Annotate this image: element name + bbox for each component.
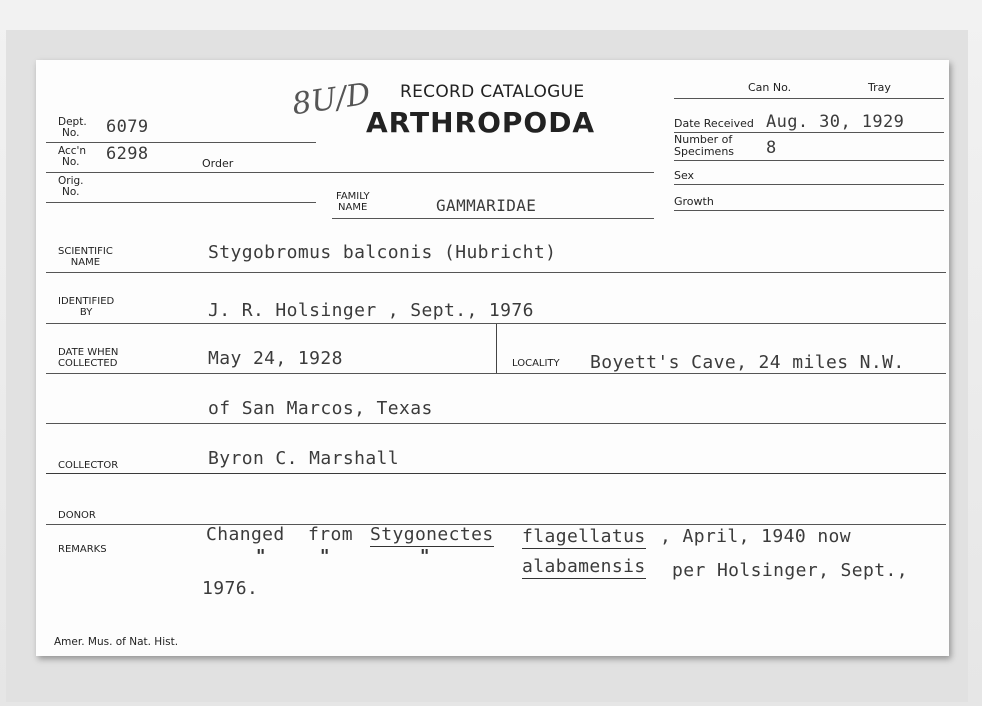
family-value: GAMMARIDAE — [436, 196, 537, 215]
remarks-word-from: from — [308, 524, 353, 545]
specimens-value: 8 — [766, 138, 777, 158]
remarks-word-alabamensis: alabamensis — [522, 556, 646, 577]
can-rule — [674, 98, 944, 99]
can-label: Can No. — [748, 81, 792, 94]
orig-label — [58, 176, 84, 198]
date-collected-label-line1: DATE WHEN — [58, 347, 119, 358]
date-collected-value: May 24, 1928 — [208, 348, 343, 369]
ditto-mark-3: " — [420, 546, 430, 567]
date-collected-label — [58, 347, 118, 369]
specimens-label — [674, 134, 734, 158]
ditto-mark-2: " — [320, 546, 330, 567]
dept-rule — [46, 142, 316, 143]
specimens-rule — [674, 160, 944, 161]
accn-label — [58, 146, 86, 168]
orig-label-line1: Orig. — [58, 175, 84, 187]
locality-divider — [496, 324, 497, 374]
scientific-label-line1: SCIENTIFIC — [58, 246, 113, 257]
accn-label-line2: No. — [62, 156, 80, 168]
growth-label: Growth — [674, 195, 714, 208]
scientific-label-line2: NAME — [70, 257, 101, 268]
remarks-label: REMARKS — [58, 544, 107, 555]
scientific-name-value: Stygobromus balconis (Hubricht) — [208, 242, 557, 263]
title-record-catalogue: RECORD CATALOGUE — [400, 82, 585, 102]
institution-footer: Amer. Mus. of Nat. Hist. — [54, 636, 179, 648]
date-collected-label-line2: COLLECTED — [58, 358, 118, 369]
remarks-word-flagellatus: flagellatus — [522, 526, 646, 547]
locality-value: Boyett's Cave, 24 miles N.W. — [590, 352, 905, 373]
order-label: Order — [202, 157, 234, 170]
remarks-word-stygonectes: Stygonectes — [370, 524, 494, 545]
donor-label: DONOR — [58, 510, 96, 521]
accn-value: 6298 — [106, 144, 149, 164]
collector-rule — [46, 473, 946, 474]
collector-label: COLLECTOR — [58, 460, 119, 471]
accn-rule — [46, 172, 654, 173]
family-label — [336, 191, 370, 213]
remarks-word-1976: 1976. — [202, 578, 259, 599]
title-arthropoda: ARTHROPODA — [366, 106, 596, 139]
tray-label: Tray — [868, 81, 891, 94]
sex-label: Sex — [674, 169, 695, 182]
remarks-word-per-holsinger: per Holsinger, Sept., — [672, 560, 908, 581]
family-label-line1: FAMILY — [336, 191, 370, 202]
identified-label-line2: BY — [79, 307, 93, 318]
donor-rule — [46, 524, 946, 525]
remarks-word-april: , April, 1940 now — [660, 526, 852, 547]
identified-by-label — [58, 296, 114, 318]
date-received-value: Aug. 30, 1929 — [766, 112, 905, 132]
handwritten-note: 8U/D — [289, 76, 373, 123]
ditto-mark-1: " — [256, 546, 266, 567]
growth-rule — [674, 210, 944, 211]
accn-label-line1: Acc'n — [58, 145, 87, 157]
locality-label: LOCALITY — [512, 358, 560, 369]
family-rule — [332, 218, 654, 219]
remarks-word-changed: Changed — [206, 524, 285, 545]
specimens-label-line1: Number of — [674, 133, 733, 146]
date-received-label: Date Received — [674, 117, 754, 130]
identified-by-value: J. R. Holsinger , Sept., 1976 — [208, 300, 534, 321]
dept-label-line1: Dept. — [58, 116, 87, 128]
catalogue-card — [36, 60, 949, 656]
family-label-line2: NAME — [338, 202, 368, 213]
specimens-label-line2: Specimens — [674, 145, 735, 158]
orig-rule — [46, 202, 316, 203]
orig-label-line2: No. — [62, 186, 80, 198]
scientific-name-label — [58, 246, 113, 268]
locality-continued: of San Marcos, Texas — [208, 398, 433, 419]
collector-value: Byron C. Marshall — [208, 448, 400, 469]
identified-label-line1: IDENTIFIED — [58, 296, 115, 307]
dept-label-line2: No. — [62, 127, 80, 139]
dept-label — [58, 117, 87, 139]
scientific-rule — [46, 272, 946, 273]
locality-rule — [46, 373, 946, 374]
dept-value: 6079 — [106, 117, 149, 137]
locality-cont-rule — [46, 423, 946, 424]
sex-rule — [674, 184, 944, 185]
